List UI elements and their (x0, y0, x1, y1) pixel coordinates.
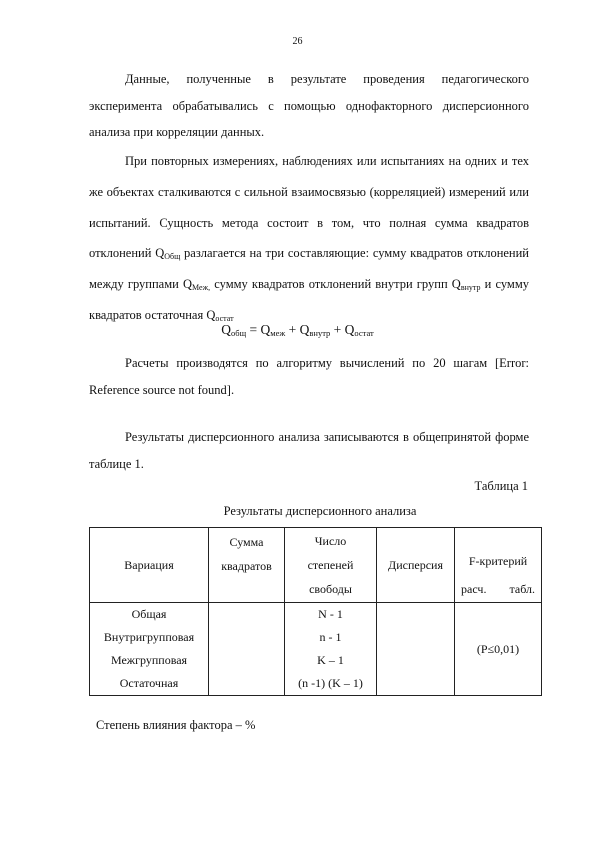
formula-sub1: общ (231, 328, 247, 338)
cell-variations (90, 603, 209, 696)
paragraph-algorithm: Расчеты производятся по алгоритму вычислений по 20 шагам [Error: Reference source not found]. (89, 356, 529, 397)
method-sub-total: Общ (164, 252, 181, 262)
header-f-calc: расч. (461, 582, 487, 596)
paragraph-intro: Данные, полученные в результате проведения педагогического эксперимента обрабатывались с помощью однофакторного дисперсионного анализа при корреляции данных. (89, 72, 529, 140)
formula-q1: Q (221, 322, 231, 337)
method-text-2: разлагается на три составляющие: сумму квадратов отклонений между группами Q (89, 246, 529, 292)
method-text-3: сумму квадратов отклонений внутри групп Q (210, 277, 461, 292)
method-text-1: При повторных измерениях, наблюдениях или испытаниях на одних и тех же объектах сталкиваются с сильной взаимосвязью (корреляцией) измерений или испытаний. Сущность метода состоит в том, что полная сумма квадратов отклонений Q (89, 154, 529, 261)
paragraph-results: Результаты дисперсионного анализа записываются в общепринятой форме таблице 1. (89, 430, 529, 471)
method-sub-residual: остат (215, 313, 234, 323)
method-sub-within: внутр (460, 283, 481, 293)
formula-sub4: остат (354, 328, 374, 338)
formula-plus1: + (285, 322, 300, 337)
variation-between: Межгрупповая (110, 653, 188, 667)
df-total: N - 1 (318, 607, 343, 621)
formula-q4: Q (344, 322, 355, 337)
method-text-4: и сумму квадратов остаточная Q (89, 277, 529, 322)
table-header-row (90, 528, 542, 603)
formula-eq: = (246, 322, 261, 337)
method-sub-between: Меж, (192, 283, 211, 293)
variation-total: Общая (131, 607, 167, 621)
header-dispersion: Дисперсия (377, 528, 455, 603)
significance-level: (P≤0,01) (476, 641, 520, 656)
formula-q3: Q (299, 322, 310, 337)
formula (0, 322, 595, 338)
cell-dispersion (377, 603, 455, 696)
df-within: n - 1 (319, 630, 342, 644)
df-between: K – 1 (317, 653, 344, 667)
table-body-row (90, 603, 542, 696)
formula-q2: Q (260, 322, 271, 337)
table-caption: Результаты дисперсионного анализа (223, 504, 417, 518)
cell-sum-squares (209, 603, 285, 696)
df-residual: (n -1) (K – 1) (298, 676, 363, 690)
header-degrees-freedom: Число степеней свободы (285, 528, 377, 603)
page-number: 26 (292, 36, 303, 47)
formula-sub2: меж (270, 328, 286, 338)
header-f-table: табл. (509, 582, 535, 596)
cell-f-criterion (455, 603, 542, 696)
formula-sub3: внутр (309, 328, 331, 338)
conclusion-line: Степень влияния фактора – % (96, 718, 256, 732)
header-f-criterion: F-критерий расч. табл. (455, 528, 542, 603)
header-sum-squares: Сумма квадратов (209, 528, 285, 603)
table-label: Таблица 1 (474, 479, 528, 493)
formula-plus2: + (330, 322, 345, 337)
variation-residual: Остаточная (119, 676, 179, 690)
variation-within: Внутригрупповая (103, 630, 195, 644)
results-table (89, 527, 542, 696)
paragraph-method (89, 146, 529, 331)
header-variation: Вариация (90, 528, 209, 603)
cell-degrees-freedom (285, 603, 377, 696)
